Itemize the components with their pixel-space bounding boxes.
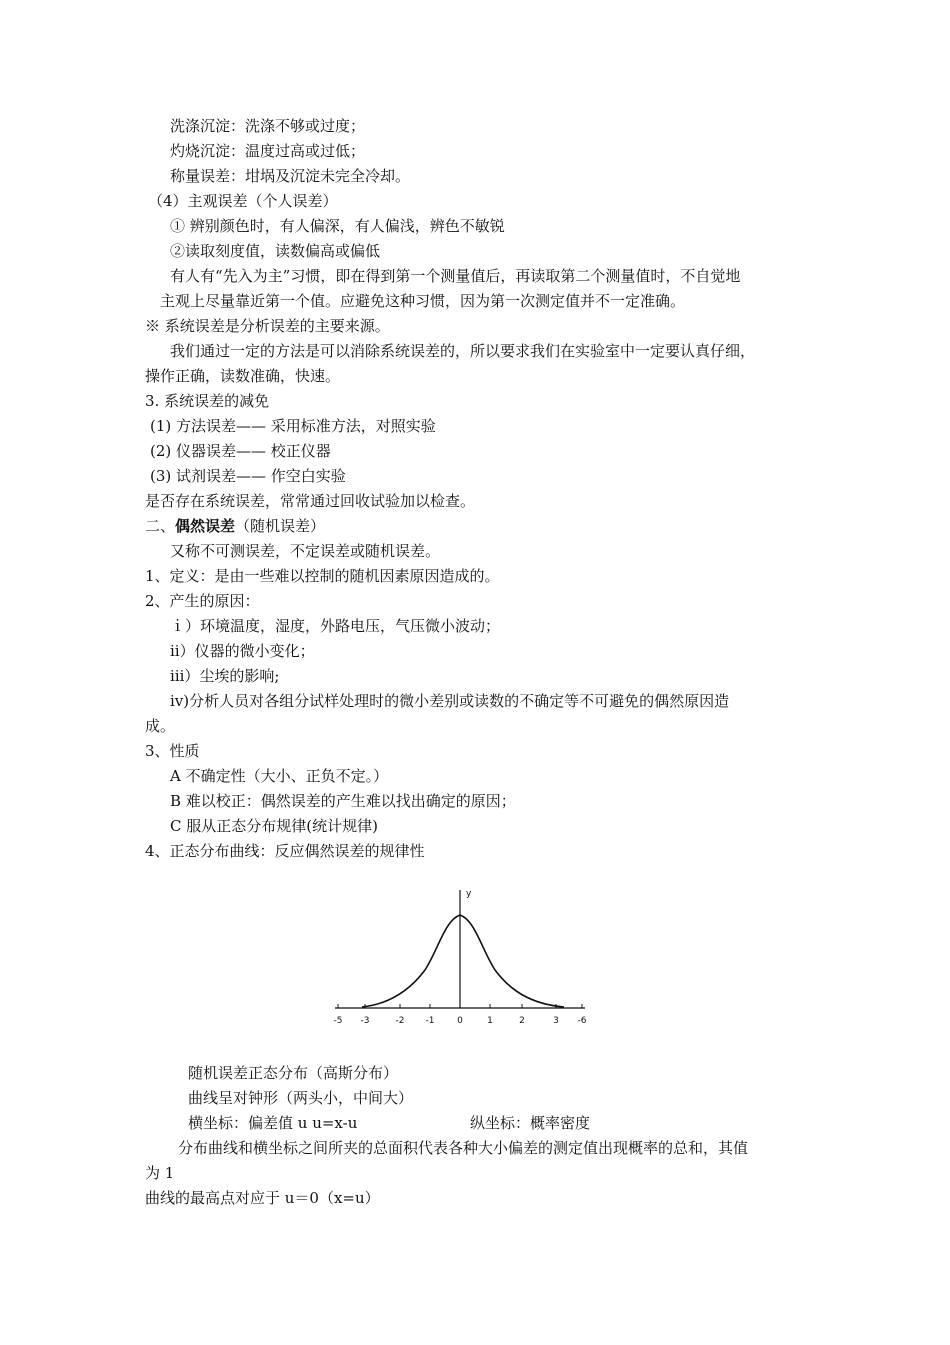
- text-line: 1、定义：是由一些难以控制的随机因素原因造成的。: [145, 567, 500, 585]
- x-tick-label: -2: [395, 1016, 405, 1026]
- text-line: 有人有“先入为主”习惯，即在得到第一个测量值后，再读取第二个测量值时，不自觉地: [170, 267, 741, 285]
- list-item: (1) 方法误差—— 采用标准方法，对照实验: [150, 417, 436, 435]
- x-axis-description: 横坐标：偏差值 u u=x-u: [188, 1114, 358, 1132]
- list-item: ⅳ)分析人员对各组分试样处理时的微小差别或读数的不确定等不可避免的偶然原因造: [170, 692, 730, 710]
- list-item: (2) 仪器误差—— 校正仪器: [150, 442, 331, 460]
- x-tick-label: 0: [457, 1016, 463, 1026]
- x-tick-label: 2: [519, 1016, 525, 1026]
- text-line: 主观上尽量靠近第一个值。应避免这种习惯，因为第一次测定值并不一定准确。: [160, 292, 686, 310]
- section-heading: [145, 516, 325, 536]
- figure-caption: 随机误差正态分布（高斯分布）: [188, 1064, 399, 1082]
- text-line: 曲线的最高点对应于 u＝0（x=u）: [145, 1189, 380, 1207]
- x-tick-label: -5: [333, 1016, 343, 1026]
- bell-curve: [362, 915, 564, 1007]
- text-line: 操作正确，读数准确，快速。: [145, 367, 341, 385]
- x-axis-ticks: [334, 1004, 587, 1026]
- text-line: 成。: [145, 717, 176, 735]
- y-axis-label: y: [466, 889, 472, 899]
- list-item: A 不确定性（大小、正负不定。）: [170, 767, 389, 785]
- text-line: 灼烧沉淀：温度过高或过低；: [170, 142, 366, 160]
- text-line: 我们通过一定的方法是可以消除系统误差的，所以要求我们在实验室中一定要认真仔细，: [170, 342, 756, 360]
- heading-note: （随机误差）: [235, 517, 326, 535]
- x-tick-label: -6: [577, 1016, 587, 1026]
- section-heading: 3、性质: [145, 742, 200, 760]
- text-line: ① 辨别颜色时，有人偏深，有人偏浅，辨色不敏锐: [170, 217, 505, 235]
- text-line: 是否存在系统误差，常常通过回收试验加以检查。: [145, 492, 476, 510]
- x-tick-label: -3: [360, 1016, 370, 1026]
- section-heading: 3. 系统误差的减免: [145, 392, 270, 410]
- heading-number: 二、: [145, 517, 176, 535]
- list-item: (3) 试剂误差—— 作空白实验: [150, 467, 346, 485]
- text-line: 2、产生的原因：: [145, 592, 260, 610]
- x-tick-label: 1: [487, 1016, 493, 1026]
- list-item: ⅲ）尘埃的影响;: [170, 667, 280, 685]
- heading-title: 偶然误差: [175, 517, 236, 535]
- y-axis-description: 纵坐标：概率密度: [470, 1114, 591, 1132]
- text-line: 洗涤沉淀：洗涤不够或过度；: [170, 117, 366, 135]
- text-line: 分布曲线和横坐标之间所夹的总面积代表各种大小偏差的测定值出现概率的总和，其值: [178, 1139, 749, 1157]
- text-line: 称量误差：坩埚及沉淀未完全冷却。: [170, 167, 411, 185]
- x-tick-label: 3: [553, 1016, 559, 1026]
- text-line: 为 1: [145, 1164, 175, 1182]
- x-tick-label: -1: [425, 1016, 435, 1026]
- text-line: 又称不可测误差，不定误差或随机误差。: [170, 542, 441, 560]
- section-heading: （4）主观误差（个人误差）: [148, 192, 338, 210]
- note-line: ※ 系统误差是分析误差的主要来源。: [145, 317, 390, 335]
- list-item: C 服从正态分布规律(统计规律): [170, 817, 378, 835]
- list-item: ｉ）环境温度，湿度，外路电压，气压微小波动；: [170, 617, 501, 635]
- text-line: 曲线呈对钟形（两头小，中间大）: [188, 1089, 414, 1107]
- section-heading: 4、正态分布曲线：反应偶然误差的规律性: [145, 842, 425, 860]
- normal-distribution-figure: [320, 880, 600, 1040]
- text-line: ②读取刻度值，读数偏高或偏低: [170, 242, 381, 260]
- list-item: ⅱ）仪器的微小变化；: [170, 642, 315, 660]
- list-item: B 难以校正：偶然误差的产生难以找出确定的原因；: [170, 792, 516, 810]
